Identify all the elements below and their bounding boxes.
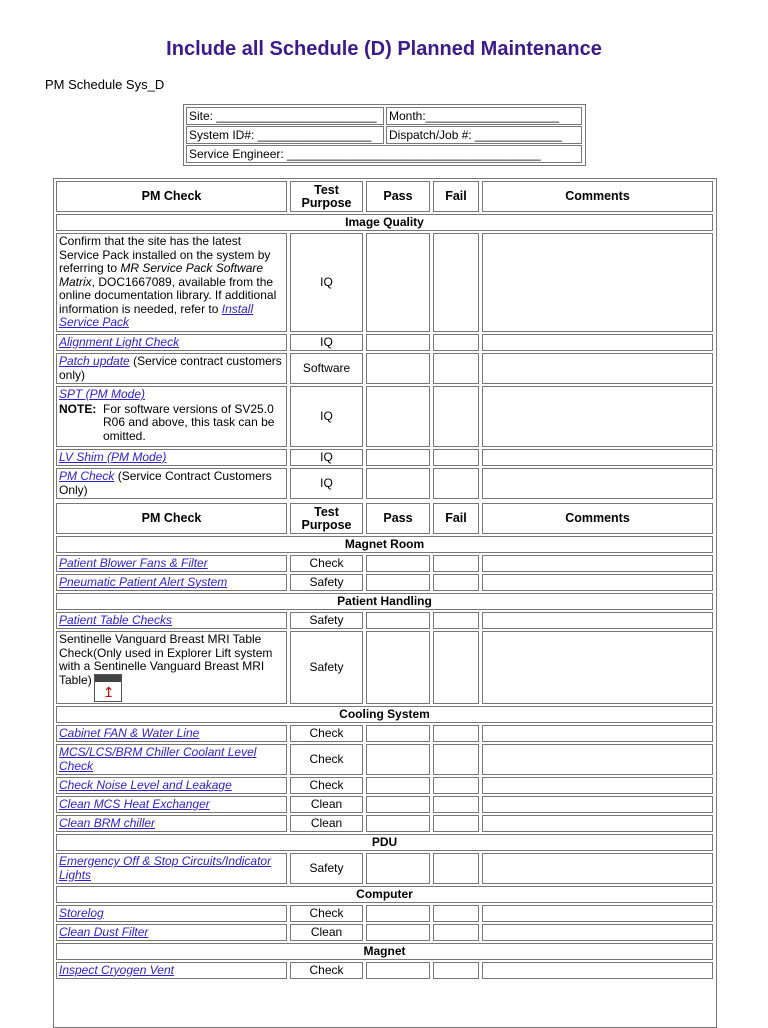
emergency-off-circuits-link[interactable]: Emergency Off & Stop Circuits/Indicator Lights	[59, 854, 272, 882]
fail-cell[interactable]	[433, 962, 479, 979]
section-pdu: PDU	[56, 834, 713, 851]
dispatch-field[interactable]: Dispatch/Job #: _____________	[386, 126, 582, 144]
fail-cell[interactable]	[433, 631, 479, 704]
item-text: Sentinelle Vanguard Breast MRI Table Check(Only used in Explorer Lift system with a Sentinelle Vanguard Breast MRI Table)	[59, 632, 273, 687]
comments-cell[interactable]	[482, 905, 713, 922]
pass-cell[interactable]	[366, 574, 430, 591]
test-purpose-cell: Clean	[290, 924, 363, 941]
test-purpose-cell: IQ	[290, 334, 363, 351]
section-computer: Computer	[56, 886, 713, 903]
test-purpose-cell: Check	[290, 555, 363, 572]
test-purpose-cell: Check	[290, 962, 363, 979]
comments-cell[interactable]	[482, 725, 713, 742]
site-field[interactable]: Site: ________________________	[186, 107, 384, 125]
comments-cell[interactable]	[482, 777, 713, 794]
fail-cell[interactable]	[433, 233, 479, 332]
fail-cell[interactable]	[433, 334, 479, 351]
col-header-comments: Comments	[482, 503, 713, 534]
fail-cell[interactable]	[433, 386, 479, 447]
fail-cell[interactable]	[433, 853, 479, 884]
test-purpose-cell: Safety	[290, 574, 363, 591]
alignment-light-check-link[interactable]: Alignment Light Check	[59, 334, 180, 349]
lv-shim-link[interactable]: LV Shim (PM Mode)	[59, 449, 167, 464]
pm-item-brm-chiller	[56, 815, 287, 832]
pm-item-lv-shim	[56, 449, 287, 466]
pm-check-link[interactable]: PM Check	[59, 469, 115, 483]
pass-cell[interactable]	[366, 468, 430, 499]
comments-cell[interactable]	[482, 815, 713, 832]
comments-cell[interactable]	[482, 631, 713, 704]
pass-cell[interactable]	[366, 353, 430, 384]
comments-cell[interactable]	[482, 924, 713, 941]
spt-pm-mode-link[interactable]: SPT (PM Mode)	[59, 387, 146, 401]
pass-cell[interactable]	[366, 777, 430, 794]
fail-cell[interactable]	[433, 449, 479, 466]
pass-cell[interactable]	[366, 796, 430, 813]
item-text: Confirm that the site has the latest Service Pack installed on the system by referring to	[59, 234, 271, 275]
comments-cell[interactable]	[482, 574, 713, 591]
fail-cell[interactable]	[433, 612, 479, 629]
pm-item-service-pack	[56, 233, 287, 332]
section-magnet: Magnet	[56, 943, 713, 960]
test-purpose-cell: Clean	[290, 796, 363, 813]
fail-cell[interactable]	[433, 744, 479, 775]
cabinet-fan-link[interactable]: Cabinet FAN & Water Line	[59, 725, 200, 740]
clean-brm-chiller-link[interactable]: Clean BRM chiller	[59, 815, 156, 830]
item-text-italic: MR Service Pack Software Matrix	[59, 261, 264, 289]
col-header-test-purpose: Test Purpose	[290, 181, 363, 212]
noise-level-leakage-link[interactable]: Check Noise Level and Leakage	[59, 777, 232, 792]
pass-cell[interactable]	[366, 386, 430, 447]
pm-item-blower-fans	[56, 555, 287, 572]
fail-cell[interactable]	[433, 924, 479, 941]
comments-cell[interactable]	[482, 853, 713, 884]
comments-cell[interactable]	[482, 334, 713, 351]
pm-item-patient-alert	[56, 574, 287, 591]
test-purpose-cell: Software	[290, 353, 363, 384]
item-text: (Service contract customers only)	[59, 354, 282, 382]
pm-table	[53, 178, 717, 1028]
section-magnet-room: Magnet Room	[56, 536, 713, 553]
test-purpose-cell: Safety	[290, 612, 363, 629]
pm-item-cabinet-fan	[56, 725, 287, 742]
note-label: NOTE:	[59, 401, 97, 416]
pm-item-pm-check	[56, 468, 287, 499]
test-purpose-cell: Check	[290, 725, 363, 742]
pm-item-alignment-light	[56, 334, 287, 351]
section-patient-handling: Patient Handling	[56, 593, 713, 610]
test-purpose-cell: Safety	[290, 853, 363, 884]
pm-block-1	[56, 181, 714, 499]
item-text: (Service Contract Customers Only)	[59, 469, 272, 497]
pass-cell[interactable]	[366, 449, 430, 466]
inspect-cryogen-vent-link[interactable]: Inspect Cryogen Vent	[59, 962, 174, 977]
test-purpose-cell: IQ	[290, 449, 363, 466]
comments-cell[interactable]	[482, 233, 713, 332]
comments-cell[interactable]	[482, 796, 713, 813]
comments-cell[interactable]	[482, 449, 713, 466]
pdf-icon-bar	[95, 675, 121, 682]
fail-cell[interactable]	[433, 574, 479, 591]
pm-item-noise-leakage	[56, 777, 287, 794]
pass-cell[interactable]	[366, 631, 430, 704]
pm-item-emergency-off	[56, 853, 287, 884]
fail-cell[interactable]	[433, 725, 479, 742]
pm-item-patch-update	[56, 353, 287, 384]
system-id-field[interactable]: System ID#: _________________	[186, 126, 384, 144]
col-header-fail: Fail	[433, 503, 479, 534]
note-text: For software versions of SV25.0 R06 and above, this task can be omitted.	[103, 401, 275, 443]
month-field[interactable]: Month:____________________	[386, 107, 582, 125]
pass-cell[interactable]	[366, 744, 430, 775]
comments-cell[interactable]	[482, 386, 713, 447]
col-header-pass: Pass	[366, 181, 430, 212]
fail-cell[interactable]	[433, 468, 479, 499]
pm-block-2	[56, 503, 714, 979]
test-purpose-cell: Clean	[290, 815, 363, 832]
fail-cell[interactable]	[433, 777, 479, 794]
page-title: Include all Schedule (D) Planned Maintenance	[166, 38, 602, 60]
pass-cell[interactable]	[366, 905, 430, 922]
patient-table-checks-link[interactable]: Patient Table Checks	[59, 612, 172, 627]
pass-cell[interactable]	[366, 334, 430, 351]
pass-cell[interactable]	[366, 725, 430, 742]
col-header-pm-check: PM Check	[56, 181, 287, 212]
pass-cell[interactable]	[366, 233, 430, 332]
col-header-test-purpose: Test Purpose	[290, 503, 363, 534]
pass-cell[interactable]	[366, 962, 430, 979]
comments-cell[interactable]	[482, 612, 713, 629]
service-engineer-field[interactable]: Service Engineer: ______________________________________	[186, 145, 582, 163]
pm-item-table-checks	[56, 612, 287, 629]
test-purpose-cell: Safety	[290, 631, 363, 704]
pm-item-dust-filter	[56, 924, 287, 941]
pm-item-chiller-coolant	[56, 744, 287, 775]
pm-item-spt	[56, 386, 287, 447]
test-purpose-cell: IQ	[290, 468, 363, 499]
install-service-pack-link[interactable]: Install Service Pack	[59, 301, 254, 329]
pass-cell[interactable]	[366, 924, 430, 941]
comments-cell[interactable]	[482, 962, 713, 979]
pm-item-cryogen-vent	[56, 962, 287, 979]
patch-update-link[interactable]: Patch update	[59, 354, 130, 368]
pass-cell[interactable]	[366, 815, 430, 832]
pm-item-vanguard-table	[56, 631, 287, 704]
pm-item-mcs-heat-exchanger	[56, 796, 287, 813]
pass-cell[interactable]	[366, 555, 430, 572]
clean-mcs-heat-exchanger-link[interactable]: Clean MCS Heat Exchanger	[59, 796, 210, 811]
comments-cell[interactable]	[482, 744, 713, 775]
pass-cell[interactable]	[366, 853, 430, 884]
storelog-link[interactable]: Storelog	[59, 905, 104, 920]
test-purpose-cell: Check	[290, 777, 363, 794]
fail-cell[interactable]	[433, 353, 479, 384]
test-purpose-cell: IQ	[290, 233, 363, 332]
header-form	[183, 104, 586, 166]
fail-cell[interactable]	[433, 555, 479, 572]
fail-cell[interactable]	[433, 905, 479, 922]
comments-cell[interactable]	[482, 555, 713, 572]
fail-cell[interactable]	[433, 815, 479, 832]
col-header-fail: Fail	[433, 181, 479, 212]
comments-cell[interactable]	[482, 468, 713, 499]
test-purpose-cell: Check	[290, 905, 363, 922]
pass-cell[interactable]	[366, 612, 430, 629]
pdf-icon-glyph: ↥	[102, 683, 115, 700]
chiller-coolant-level-link[interactable]: MCS/LCS/BRM Chiller Coolant Level Check	[59, 745, 257, 773]
page-subtitle: PM Schedule Sys_D	[45, 77, 165, 92]
fail-cell[interactable]	[433, 796, 479, 813]
patient-blower-fans-link[interactable]: Patient Blower Fans & Filter	[59, 555, 208, 570]
section-cooling-system: Cooling System	[56, 706, 713, 723]
col-header-pass: Pass	[366, 503, 430, 534]
pm-item-storelog	[56, 905, 287, 922]
test-purpose-cell: IQ	[290, 386, 363, 447]
pneumatic-patient-alert-link[interactable]: Pneumatic Patient Alert System	[59, 574, 228, 589]
col-header-pm-check: PM Check	[56, 503, 287, 534]
item-text: , DOC1667089, available from the online documentation library. If additional information is needed, refer to	[59, 274, 277, 316]
test-purpose-cell: Check	[290, 744, 363, 775]
clean-dust-filter-link[interactable]: Clean Dust Filter	[59, 924, 149, 939]
section-image-quality: Image Quality	[56, 214, 713, 231]
pdf-icon[interactable]	[94, 674, 122, 702]
comments-cell[interactable]	[482, 353, 713, 384]
note-block	[59, 403, 284, 444]
col-header-comments: Comments	[482, 181, 713, 212]
